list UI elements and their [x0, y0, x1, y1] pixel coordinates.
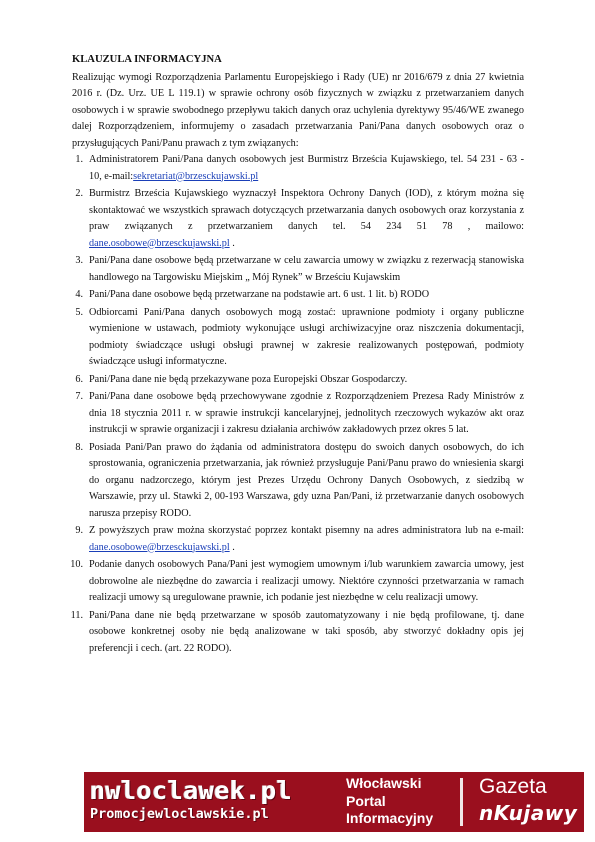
clause-item: [72, 186, 524, 252]
email-link[interactable]: dane.osobowe@brzesckujawski.pl: [89, 541, 230, 553]
clause-number: 7.: [75, 391, 83, 402]
clause-number: 4.: [75, 289, 83, 300]
clause-number: 1.: [75, 154, 83, 165]
clause-item: [72, 287, 524, 304]
portal-tagline-line2: Portal: [346, 792, 386, 809]
clause-number: 5.: [75, 306, 83, 318]
email-link[interactable]: sekretariat@brzesckujawski.pl: [133, 170, 259, 182]
clause-number: 11.: [70, 609, 83, 621]
kujawy-label: nKujawy: [479, 801, 578, 825]
portal-tagline-line3: Informacyjny: [346, 810, 434, 826]
clause-text-tail: .: [229, 541, 235, 553]
clause-item: [72, 440, 524, 523]
clause-text: Administratorem Pani/Pana danych osobowych jest Burmistrz Brześcia Kujawskiego, tel. 54 231 - 63 - 10, e-mail:: [89, 154, 524, 182]
clause-text-tail: .: [229, 237, 235, 249]
gazeta-kujawy-logo[interactable]: [463, 772, 584, 832]
email-link[interactable]: dane.osobowe@brzesckujawski.pl: [89, 237, 230, 249]
clause-text: Z powyższych praw można skorzystać poprzez kontakt pisemny na adres administratora lub na e-mail:: [89, 525, 524, 536]
clause-item: [72, 253, 524, 286]
clause-text: Pani/Pana dane nie będą przekazywane poza Europejski Obszar Gospodarczy.: [89, 373, 408, 385]
gazeta-label: Gazeta: [479, 775, 547, 798]
clause-text: Burmistrz Brześcia Kujawskiego wyznaczył Inspektora Ochrony Danych (IOD), z którym można się skontaktować we wszystkich sprawach dotyczących przetwarzania danych osobowych oraz korzystania z praw związanych z przetwarzaniem danych tel. 54 234 51 78 , mailowo:: [89, 188, 524, 232]
clause-text: Pani/Pana dane osobowe będą przetwarzane na podstawie art. 6 ust. 1 lit. b) RODO: [89, 289, 430, 300]
clause-number: 2.: [75, 188, 83, 199]
advertisement-banner[interactable]: [84, 772, 584, 832]
clause-number: 3.: [75, 255, 83, 266]
banner-left-block[interactable]: [84, 772, 338, 832]
clause-number: 8.: [75, 441, 83, 453]
clause-text: Pani/Pana dane nie będą przetwarzane w sposób zautomatyzowany i nie będą profilowane, tj. dane osobowe konkretnej osoby nie będą analizowane w taki sposób, aby stworzyć dokładny opis jej preferencji i cech. (art. 22 RODO).: [89, 609, 524, 654]
document-title: KLAUZULA INFORMACYJNA: [72, 54, 222, 65]
clause-list: [72, 152, 524, 657]
portal-tagline: [338, 772, 460, 832]
clause-number: 6.: [75, 373, 83, 385]
clause-item: [72, 305, 524, 371]
clause-item: [72, 523, 524, 556]
clause-item: [72, 152, 524, 185]
clause-text: Posiada Pani/Pan prawo do żądania od administratora dostępu do swoich danych osobowych, do ich sprostowania, ograniczenia przetwarzania, jak również przysługuje Pani/Panu prawo do wniesienia skargi do organu nadzorczego, którym jest Prezes Urzędu Ochrony Danych Osobowych, z siedzibą w Warszawie, przy ul. Stawki 2, 00-193 Warszawa, gdy uzna Pan/Pani, iż przetwarzanie danych osobowych narusza przepisy RODO.: [89, 441, 524, 519]
clause-text: Podanie danych osobowych Pana/Pani jest wymogiem umownym i/lub warunkiem zawarcia umowy, jest dobrowolne ale niezbędne do zawarcia i realizacji umowy. Niektóre czynności przetwarzania w ramach realizacji umowy są uregulowane prawnie, ich podanie jest niezbędne w celu realizacji umowy.: [89, 559, 524, 603]
nwloclawek-logo[interactable]: nwloclawek.pl: [90, 776, 293, 805]
clause-item: [72, 372, 524, 389]
promocje-logo[interactable]: Promocjewloclawskie.pl: [90, 806, 269, 822]
portal-tagline-line1: Włocławski: [346, 775, 422, 791]
clause-item: [72, 608, 524, 658]
clause-text: Odbiorcami Pani/Pana danych osobowych mogą zostać: uprawnione podmioty i organy publiczne wymienione w ustawach, podmioty wykonujące usługi archiwizacyjne oraz niszczenia dokumentacji, podmioty świadczące usługi obsługi prawnej w zakresie realizowanych postępowań, podmioty świadczące usługi informatyczne.: [89, 306, 524, 367]
clause-item: [72, 557, 524, 607]
clause-text: Pani/Pana dane osobowe będą przetwarzane w celu zawarcia umowy w związku z rezerwacją stanowiska handlowego na Targowisku Miejskim „ Mój Rynek” w Brześciu Kujawskim: [89, 255, 524, 283]
clause-number: 9.: [75, 525, 83, 536]
clause-item: [72, 389, 524, 439]
clause-number: 10.: [70, 559, 83, 570]
intro-paragraph: Realizując wymogi Rozporządzenia Parlamentu Europejskiego i Rady (UE) nr 2016/679 z dnia 27 kwietnia 2016 r. (Dz. Urz. UE L 119.1) w sprawie ochrony osób fizycznych w związku z przetwarzaniem danych osobowych i w sprawie swobodnego przepływu takich danych oraz uchylenia dyrektywy 95/46/WE zwanego dalej Rozporządzeniem, informujemy o zasadach przetwarzania Pani/Pana danych osobowych oraz o przysługujących Pani/Panu prawach z tym związanych:: [72, 71, 524, 149]
information-clause-document: [72, 52, 524, 658]
clause-text: Pani/Pana dane osobowe będą przechowywane zgodnie z Rozporządzeniem Prezesa Rady Ministrów z dnia 18 stycznia 2011 r. w sprawie instrukcji kancelaryjnej, jednolitych rzeczowych wykazów akt oraz instrukcji w sprawie organizacji i zakresu działania archiwów zakładowych przez okres 5 lat.: [89, 391, 524, 435]
